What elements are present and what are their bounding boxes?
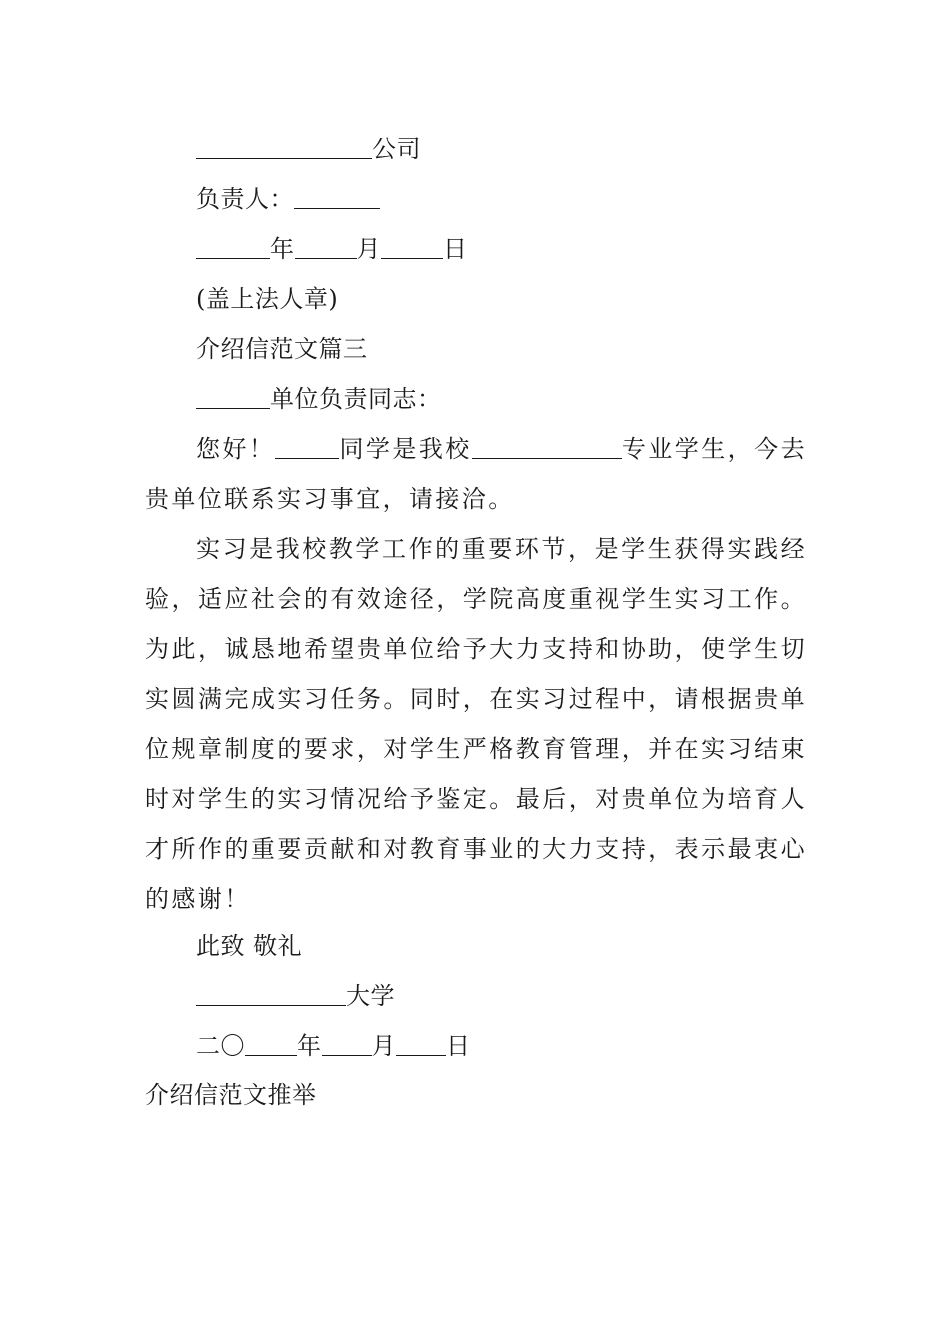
responsible-name-blank	[294, 184, 380, 209]
section-title: 介绍信范文篇三	[196, 335, 368, 363]
responsible-person-line	[196, 184, 380, 214]
date2-line	[196, 1031, 471, 1061]
body-paragraph: 实习是我校教学工作的重要环节，是学生获得实践经验，适应社会的有效途径，学院高度重视学生实习工作。为此，诚恳地希望贵单位给予大力支持和协助，使学生切实圆满完成实习任务。同时，在实习过程中，请根据贵单位规章制度的要求，对学生严格教育管理，并在实习结束时对学生的实习情况给予鉴定。最后，对贵单位为培育人才所作的重要贡献和对教育事业的大力支持，表示最衷心的感谢！	[145, 535, 807, 913]
company-line	[196, 134, 421, 164]
month-blank	[295, 234, 357, 259]
greeting-text-3: 专业学生，今去贵单位联系实习事宜，请接洽。	[145, 435, 807, 513]
date-year-label: 年	[270, 235, 295, 263]
month2-blank	[322, 1031, 372, 1056]
closing-line: 此致 敬礼	[196, 932, 303, 960]
salutation-line	[196, 384, 442, 414]
major-blank	[472, 434, 622, 459]
date2-prefix: 二〇	[196, 1032, 245, 1060]
responsible-label: 负责人：	[196, 185, 294, 213]
unit-name-blank	[196, 384, 270, 409]
date2-day-label: 日	[446, 1032, 471, 1060]
university-suffix: 大学	[346, 982, 395, 1010]
university-line	[196, 981, 395, 1011]
company-name-blank	[196, 134, 372, 159]
day-blank	[381, 234, 443, 259]
greeting-text-1: 您好！	[196, 435, 276, 463]
seal-note: (盖上法人章)	[196, 285, 339, 313]
date2-month-label: 月	[371, 1032, 396, 1060]
greeting-text-2: 同学是我校	[339, 435, 472, 463]
date2-year-label: 年	[297, 1032, 322, 1060]
date-line	[196, 234, 468, 264]
year2-blank	[245, 1031, 297, 1056]
university-name-blank	[196, 981, 346, 1006]
day2-blank	[396, 1031, 446, 1056]
footer-title: 介绍信范文推举	[145, 1081, 317, 1109]
salutation-suffix: 单位负责同志：	[270, 385, 442, 413]
date-month-label: 月	[356, 235, 381, 263]
date-day-label: 日	[443, 235, 468, 263]
company-suffix: 公司	[372, 135, 421, 163]
greeting-paragraph	[145, 424, 807, 524]
student-name-blank	[275, 434, 339, 459]
year-blank	[196, 234, 270, 259]
